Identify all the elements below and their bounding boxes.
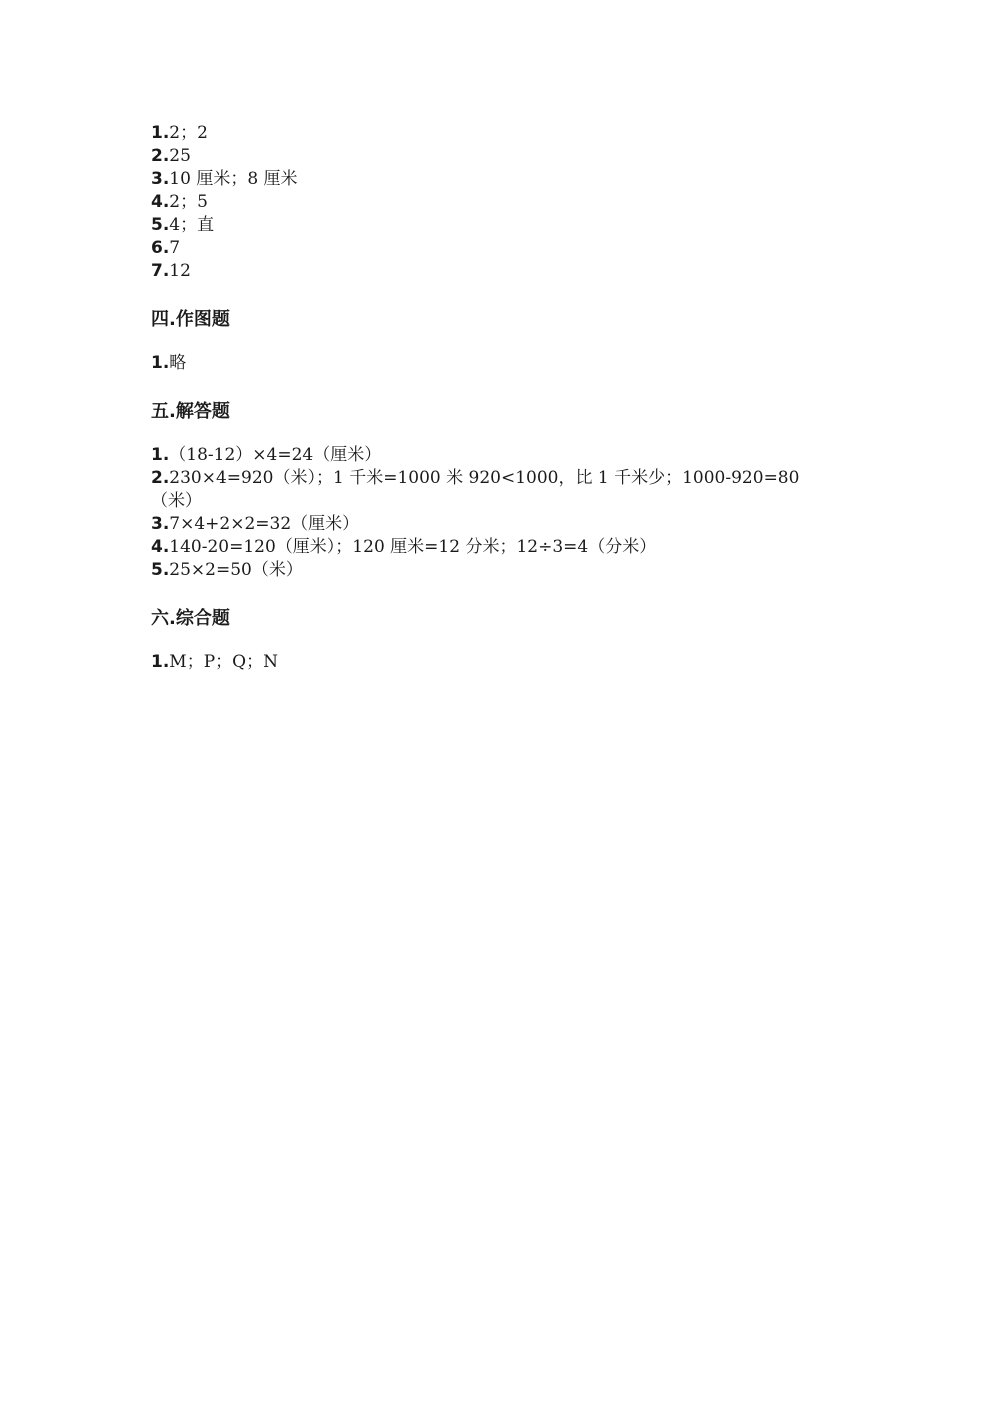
section-5-heading: 五.解答题: [151, 401, 230, 422]
answer-item: [151, 651, 851, 674]
answer-item: [151, 237, 851, 260]
answer-item: [151, 260, 851, 283]
item-number: 5.: [151, 215, 170, 235]
item-text: 4；直: [169, 215, 215, 235]
answer-item: [151, 513, 851, 536]
answer-item: [151, 122, 851, 145]
item-number: 5.: [151, 560, 170, 580]
item-text: 2；2: [169, 123, 208, 143]
section-6-answers: [151, 651, 851, 674]
answer-item: [151, 467, 831, 513]
answer-item: [151, 145, 851, 168]
answer-item: [151, 444, 851, 467]
item-text: 略: [169, 353, 187, 373]
item-number: 3.: [151, 514, 170, 534]
answer-item: [151, 214, 851, 237]
item-text: 2；5: [169, 192, 208, 212]
item-number: 1.: [151, 123, 170, 143]
item-text: 10 厘米；8 厘米: [169, 169, 298, 189]
item-text: （18-12）×4=24（厘米）: [169, 445, 382, 465]
item-number: 3.: [151, 169, 170, 189]
item-text: 25×2=50（米）: [169, 560, 303, 580]
item-number: 1.: [151, 445, 170, 465]
item-number: 1.: [151, 652, 170, 672]
item-number: 2.: [151, 468, 170, 488]
item-number: 1.: [151, 353, 170, 373]
item-number: 4.: [151, 192, 170, 212]
item-text: 12: [169, 261, 191, 281]
item-text: 7×4+2×2=32（厘米）: [169, 514, 360, 534]
answer-item: [151, 559, 851, 582]
item-text: 230×4=920（米）；1 千米=1000 米 920<1000，比 1 千米少；1000-920=80（米）: [151, 468, 800, 511]
answer-item: [151, 536, 851, 559]
section-3-answers: [151, 122, 851, 283]
item-number: 2.: [151, 146, 170, 166]
section-6-heading: 六.综合题: [151, 608, 230, 629]
item-text: 140-20=120（厘米）；120 厘米=12 分米；12÷3=4（分米）: [169, 537, 657, 557]
item-number: 4.: [151, 537, 170, 557]
answer-item: [151, 352, 851, 375]
answer-item: [151, 168, 851, 191]
item-number: 6.: [151, 238, 170, 258]
section-4-heading: 四.作图题: [151, 309, 230, 330]
item-text: M；P；Q；N: [169, 652, 278, 672]
item-number: 7.: [151, 261, 170, 281]
section-4-answers: [151, 352, 851, 375]
section-5-answers: [151, 444, 851, 582]
item-text: 25: [169, 146, 191, 166]
answer-page: [151, 122, 851, 674]
item-text: 7: [169, 238, 181, 258]
answer-item: [151, 191, 851, 214]
